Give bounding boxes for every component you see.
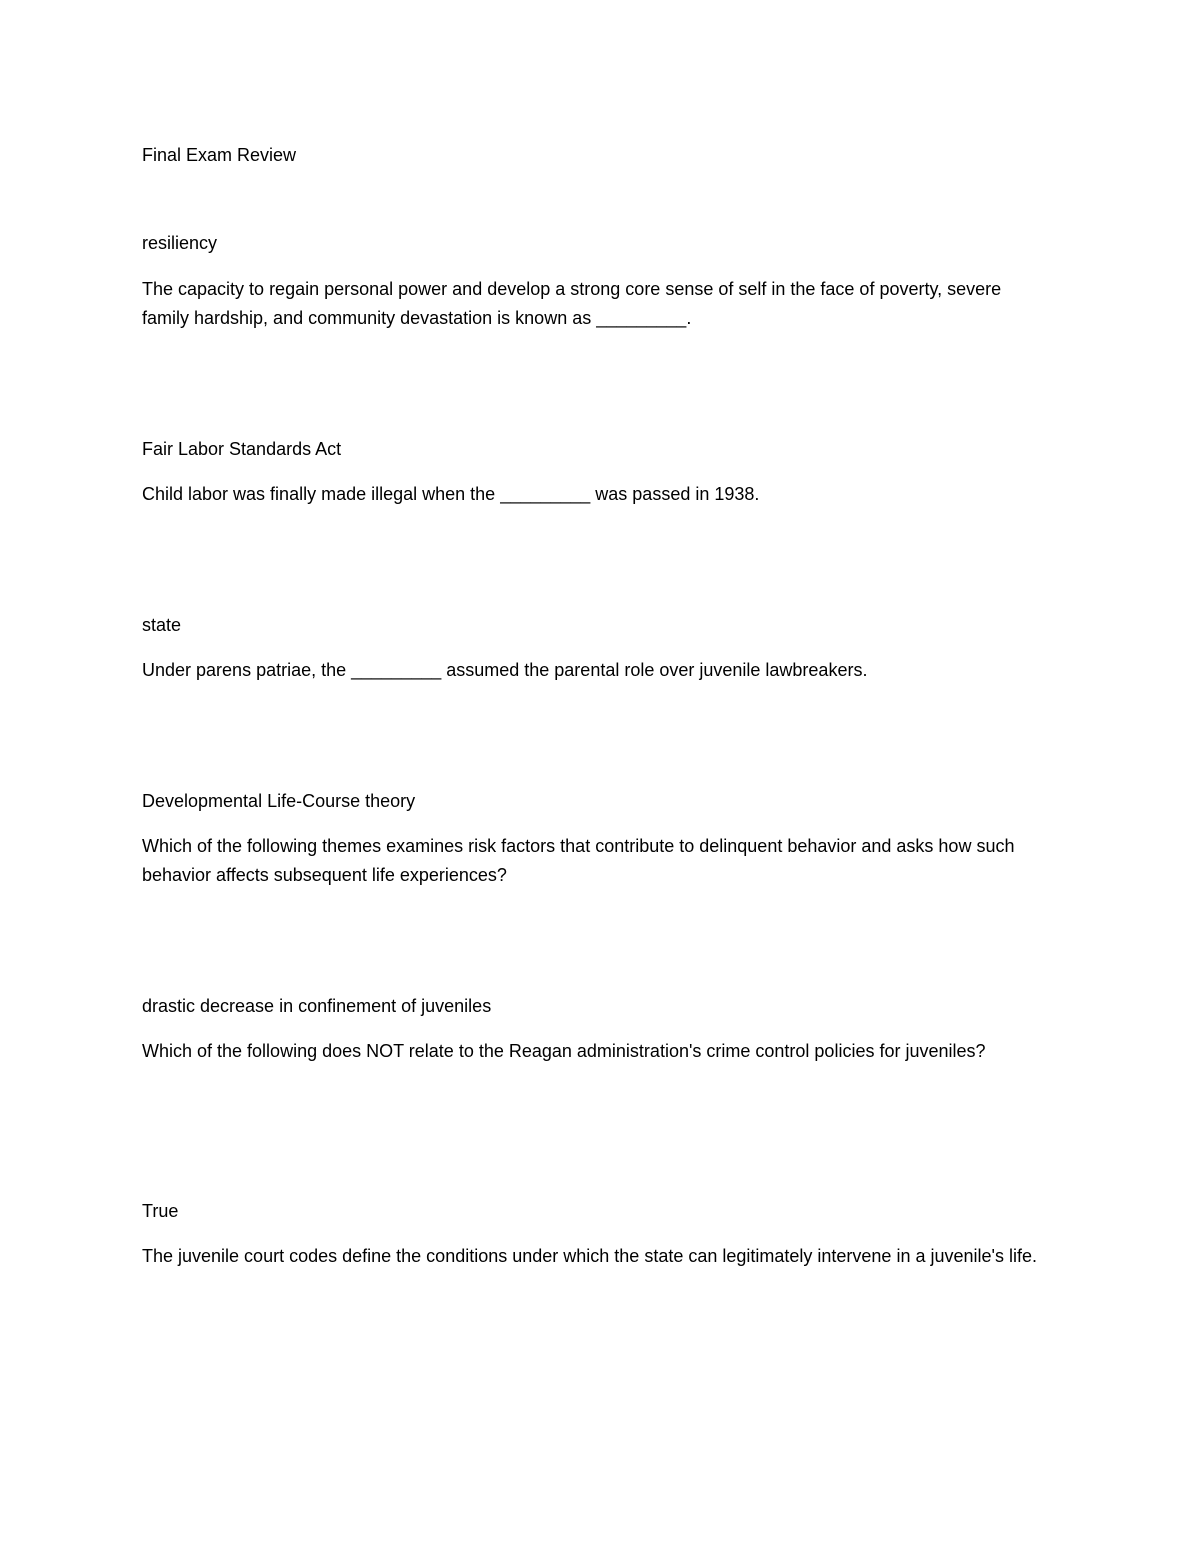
answer-text: resiliency	[142, 233, 218, 253]
answer-text: state	[142, 615, 182, 635]
answer-text: Developmental Life-Course theory	[142, 791, 416, 811]
answer-text: True	[142, 1201, 179, 1221]
question-text: Under parens patriae, the _________ assumed the parental role over juvenile lawbreakers.	[142, 660, 868, 680]
answer-text: drastic decrease in confinement of juveniles	[142, 996, 492, 1016]
question-text: Which of the following themes examines risk factors that contribute to delinquent behavior and asks how such behavior affects subsequent life experiences?	[142, 836, 1015, 885]
question-text: Which of the following does NOT relate to the Reagan administration's crime control policies for juveniles?	[142, 1041, 986, 1061]
question-text: The juvenile court codes define the conditions under which the state can legitimately intervene in a juvenile's life.	[142, 1246, 1037, 1266]
question-text: The capacity to regain personal power and develop a strong core sense of self in the face of poverty, severe family hardship, and community devastation is known as _________.	[142, 279, 1002, 328]
question-text: Child labor was finally made illegal when the _________ was passed in 1938.	[142, 484, 760, 504]
answer-text: Fair Labor Standards Act	[142, 439, 342, 459]
page-title: Final Exam Review	[142, 145, 297, 165]
